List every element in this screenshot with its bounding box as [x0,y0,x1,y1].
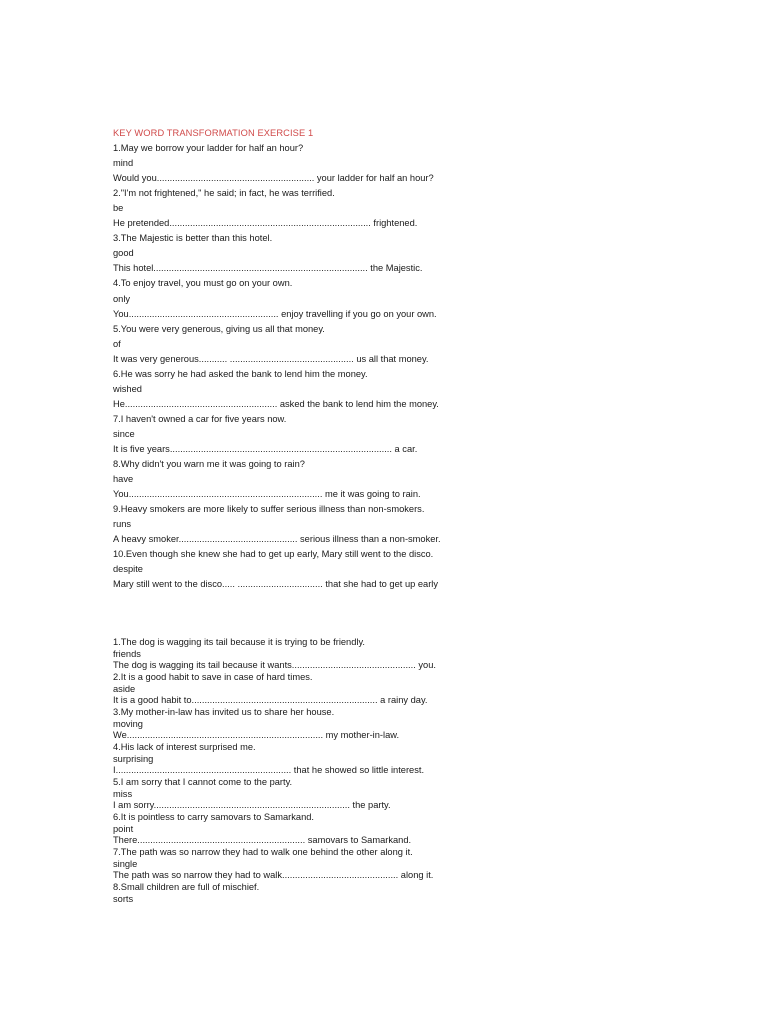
exercise-line: only [113,293,131,304]
exercise-1-lines [113,141,733,592]
exercise-line: 6.It is pointless to carry samovars to Samarkand. [113,812,314,823]
exercise-line: Mary still went to the disco..... ................................. that she had to get up early [113,579,439,590]
exercise-line: friends [113,648,141,659]
exercise-line: have [113,474,134,485]
exercise-line: surprising [113,753,154,764]
exercise-line: 2.It is a good habit to save in case of hard times. [113,672,313,683]
exercise-line: aside [113,683,136,694]
exercise-title: KEY WORD TRANSFORMATION EXERCISE 1 [113,128,314,138]
exercise-2-lines [113,637,733,905]
exercise-line: 2."I'm not frightened," he said; in fact, he was terrified. [113,188,335,199]
exercise-line: 7.The path was so narrow they had to walk one behind the other along it. [113,847,413,858]
exercise-line: 10.Even though she knew she had to get up early, Mary still went to the disco. [113,549,434,560]
exercise-line: The path was so narrow they had to walk............................................. along it. [113,870,434,881]
exercise-line: single [113,858,138,869]
exercise-line: 4.His lack of interest surprised me. [113,742,256,753]
exercise-line: 3.The Majestic is better than this hotel. [113,233,273,244]
exercise-line: of [113,338,121,349]
exercise-line: It is five years...................................................................................... a car. [113,443,418,454]
exercise-line: 5.You were very generous, giving us all that money. [113,323,325,334]
exercise-line: 5.I am sorry that I cannot come to the party. [113,777,293,788]
exercise-line: 1.The dog is wagging its tail because it is trying to be friendly. [113,637,366,647]
exercise-line: I am sorry............................................................................ the party. [113,800,391,811]
exercise-line: I.................................................................... that he showed so little interest. [113,765,425,776]
exercise-line: despite [113,564,143,575]
exercise-2 [113,637,733,905]
exercise-line: It is a good habit to........................................................................ a rainy day. [113,695,428,706]
exercise-line: 7.I haven't owned a car for five years now. [113,413,287,424]
exercise-line: The dog is wagging its tail because it wants................................................ you. [113,660,436,671]
exercise-line: 8.Small children are full of mischief. [113,882,260,893]
exercise-line: mind [113,158,134,169]
exercise-line: We............................................................................ my mother-in-law. [113,730,400,741]
exercise-line: wished [113,383,142,394]
exercise-line: There................................................................. samovars to Samarkand. [113,835,412,846]
exercise-line: moving [113,718,143,729]
exercise-line: He........................................................... asked the bank to lend him the money. [113,398,439,409]
exercise-1 [113,126,733,592]
exercise-line: This hotel................................................................................... the Majestic. [113,263,423,274]
exercise-line: 6.He was sorry he had asked the bank to lend him the money. [113,368,368,379]
exercise-line: 4.To enjoy travel, you must go on your own. [113,278,293,289]
exercise-line: He pretended.............................................................................. frightened. [113,218,418,229]
exercise-line: It was very generous........... ................................................ us all that money. [113,353,429,364]
exercise-line: miss [113,788,133,799]
exercise-line: since [113,428,135,439]
exercise-line: You.......................................................... enjoy travelling if you go on your own. [113,308,437,319]
exercise-line: runs [113,519,132,530]
exercise-line: be [113,203,124,214]
exercise-line: good [113,248,134,259]
exercise-line: 9.Heavy smokers are more likely to suffer serious illness than non-smokers. [113,504,425,515]
exercise-line: 1.May we borrow your ladder for half an hour? [113,143,304,154]
exercise-line: 3.My mother-in-law has invited us to share her house. [113,707,335,718]
exercise-line: Would you............................................................. your ladder for half an hour? [113,173,434,184]
exercise-line: sorts [113,893,134,904]
exercise-line: 8.Why didn't you warn me it was going to rain? [113,459,305,470]
exercise-line: A heavy smoker.............................................. serious illness than a non-smoker. [113,534,441,545]
exercise-line: point [113,823,134,834]
exercise-line: You........................................................................... me it was going to rain. [113,489,421,500]
